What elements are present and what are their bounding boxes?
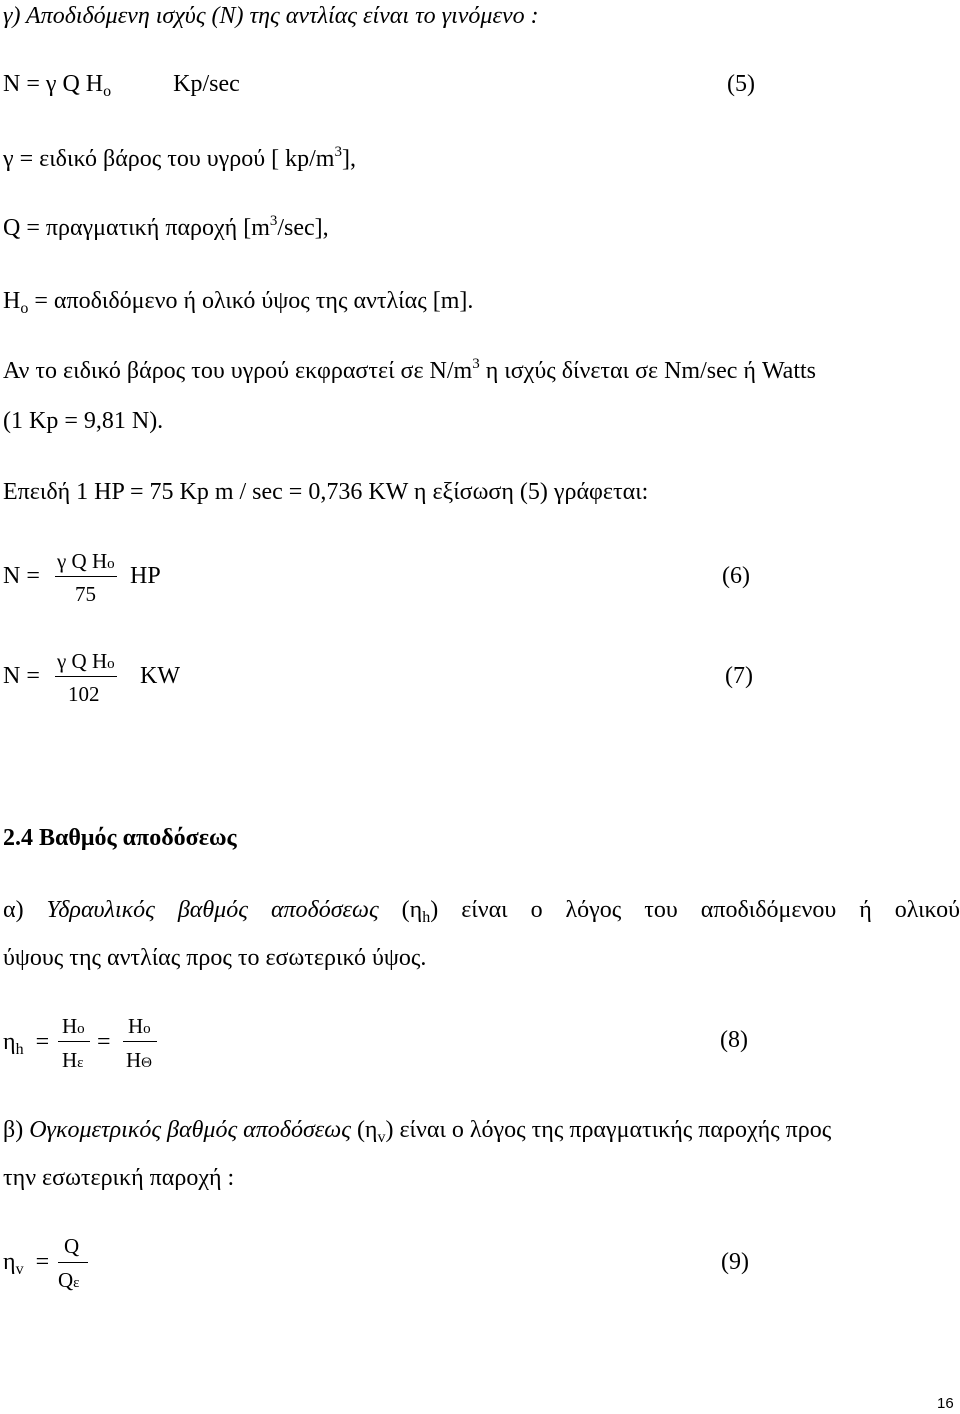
para-b-label: β) [3,1117,30,1143]
para-a-term-1: Υδραυλικός [46,897,155,923]
para-a-word: του [644,897,678,923]
para-a-eta-close: ) [430,897,439,923]
eq5-number: (5) [727,71,755,97]
para-b-line1 [3,1117,832,1146]
para-a-label: α) [3,897,24,923]
eq6-unit: HP [130,563,161,589]
eq8-f1-bar [58,1041,90,1042]
def-h [3,288,474,317]
eq8-f2-numerator [128,1016,151,1037]
eq9-eta-sub: v [15,1261,24,1278]
eq6-num-text: γ Q H [57,549,108,573]
para-a-term-2: βαθμός [177,897,248,923]
para-a-word: είναι [461,897,508,923]
eq8-f1-den-sub: ε [77,1055,84,1071]
eq9-equals: = [35,1249,50,1275]
eq7-unit: KW [140,663,180,689]
eq8-equals-2: = [97,1029,111,1055]
para-a-term-3: αποδόσεως [270,897,379,923]
para-a-word: ολικού [894,897,960,923]
si-units-line [3,356,817,384]
eq6-fraction-bar [55,576,117,577]
para-a-word: αποδιδόμενου [700,897,837,923]
eq5-unit: Kp/sec [173,71,240,97]
eq7-num-sub: o [107,656,115,672]
eq9-eta: η [3,1249,16,1275]
eq7-number: (7) [725,663,753,689]
eq8-f2-num-sub: o [143,1021,151,1037]
def-h-text: = αποδιδόμενο ή ολικό ύψος της αντλίας [m]. [28,288,474,314]
eq8-f1-num-text: H [62,1014,78,1038]
def-h-sub: o [20,300,29,317]
para-a-eta-sub: h [422,909,431,926]
para-a-eta-h [401,897,439,926]
eq9-lhs [3,1249,50,1278]
eq9-denominator [58,1270,79,1291]
para-b-text: ) είναι ο λόγος της πραγματικής παροχής προς [385,1117,832,1143]
eq8-eta: η [3,1029,16,1055]
eq8-f2-bar [123,1041,157,1042]
eq6-numerator [57,551,115,572]
para-a-word: ή [859,897,872,923]
eq7-fraction-bar [55,676,117,677]
def-q-text: Q = πραγματική παροχή [m [3,215,270,241]
heading-c: γ) Αποδιδόμενη ισχύς (N) της αντλίας είναι το γινόμενο : [3,3,539,29]
eq9-fraction-bar [58,1262,88,1263]
eq9-den-text: Q [58,1268,74,1292]
page-number: 16 [937,1395,954,1412]
eq8-f1-den-text: H [62,1048,78,1072]
def-gamma-post: ], [341,146,356,172]
eq8-f2-den-text: H [126,1048,142,1072]
hp-line: Επειδή 1 HP = 75 Kp m / sec = 0,736 KW η εξίσωση (5) γράφεται: [3,479,649,505]
equation-5 [3,71,240,100]
para-a-line1 [3,897,960,926]
eq9-numerator: Q [64,1234,80,1258]
eq6-lhs: N = [3,563,40,589]
eq5-lhs: N = γ Q H [3,71,104,97]
eq9-number: (9) [721,1249,749,1275]
eq8-f2-den-sub: Θ [141,1055,153,1071]
eq9-den-sub: ε [73,1275,80,1291]
para-b-eta: (η [350,1117,378,1143]
def-h-symbol: H [3,288,21,314]
si-text: Αν το ειδικό βάρος του υγρού εκφραστεί σε N/m [3,358,473,384]
si-sup: 3 [472,356,480,372]
eq8-f2-num-text: H [128,1014,144,1038]
eq7-lhs: N = [3,663,40,689]
para-a-eta: (η [401,897,423,923]
para-a-word: λόγος [565,897,622,923]
eq8-f1-denominator [62,1050,83,1071]
eq6-denominator: 75 [75,582,96,606]
eq8-equals-1: = [35,1029,50,1055]
def-gamma-text: γ = ειδικό βάρος του υγρού [ kp/m [3,146,335,172]
eq8-f1-numerator [62,1016,85,1037]
eq7-denominator: 102 [68,682,100,706]
eq5-lhs-sub: o [103,83,112,100]
def-gamma [3,144,356,172]
para-a-word: ο [530,897,543,923]
kp-conversion: (1 Kp = 9,81 N). [3,408,164,434]
eq6-number: (6) [722,563,750,589]
def-gamma-sup: 3 [334,144,342,160]
eq7-numerator [57,651,115,672]
eq8-f2-denominator [126,1050,152,1071]
para-b-line2: την εσωτερική παροχή : [3,1165,235,1191]
eq6-num-sub: o [107,556,115,572]
para-b-eta-sub: v [377,1129,386,1146]
para-b-term: Ογκομετρικός βαθμός αποδόσεως [29,1117,351,1143]
eq8-lhs [3,1029,50,1058]
para-a-line2: ύψους της αντλίας προς το εσωτερικό ύψος. [3,945,427,971]
section-title: 2.4 Βαθμός αποδόσεως [3,825,237,851]
eq7-num-text: γ Q H [57,649,108,673]
eq8-f1-num-sub: o [77,1021,85,1037]
def-q [3,213,329,241]
eq8-eta-sub: h [15,1041,24,1058]
si-post: η ισχύς δίνεται σε Nm/sec ή Watts [479,358,817,384]
def-q-post: /sec], [277,215,329,241]
eq8-number: (8) [720,1027,748,1053]
def-q-sup: 3 [269,213,278,229]
